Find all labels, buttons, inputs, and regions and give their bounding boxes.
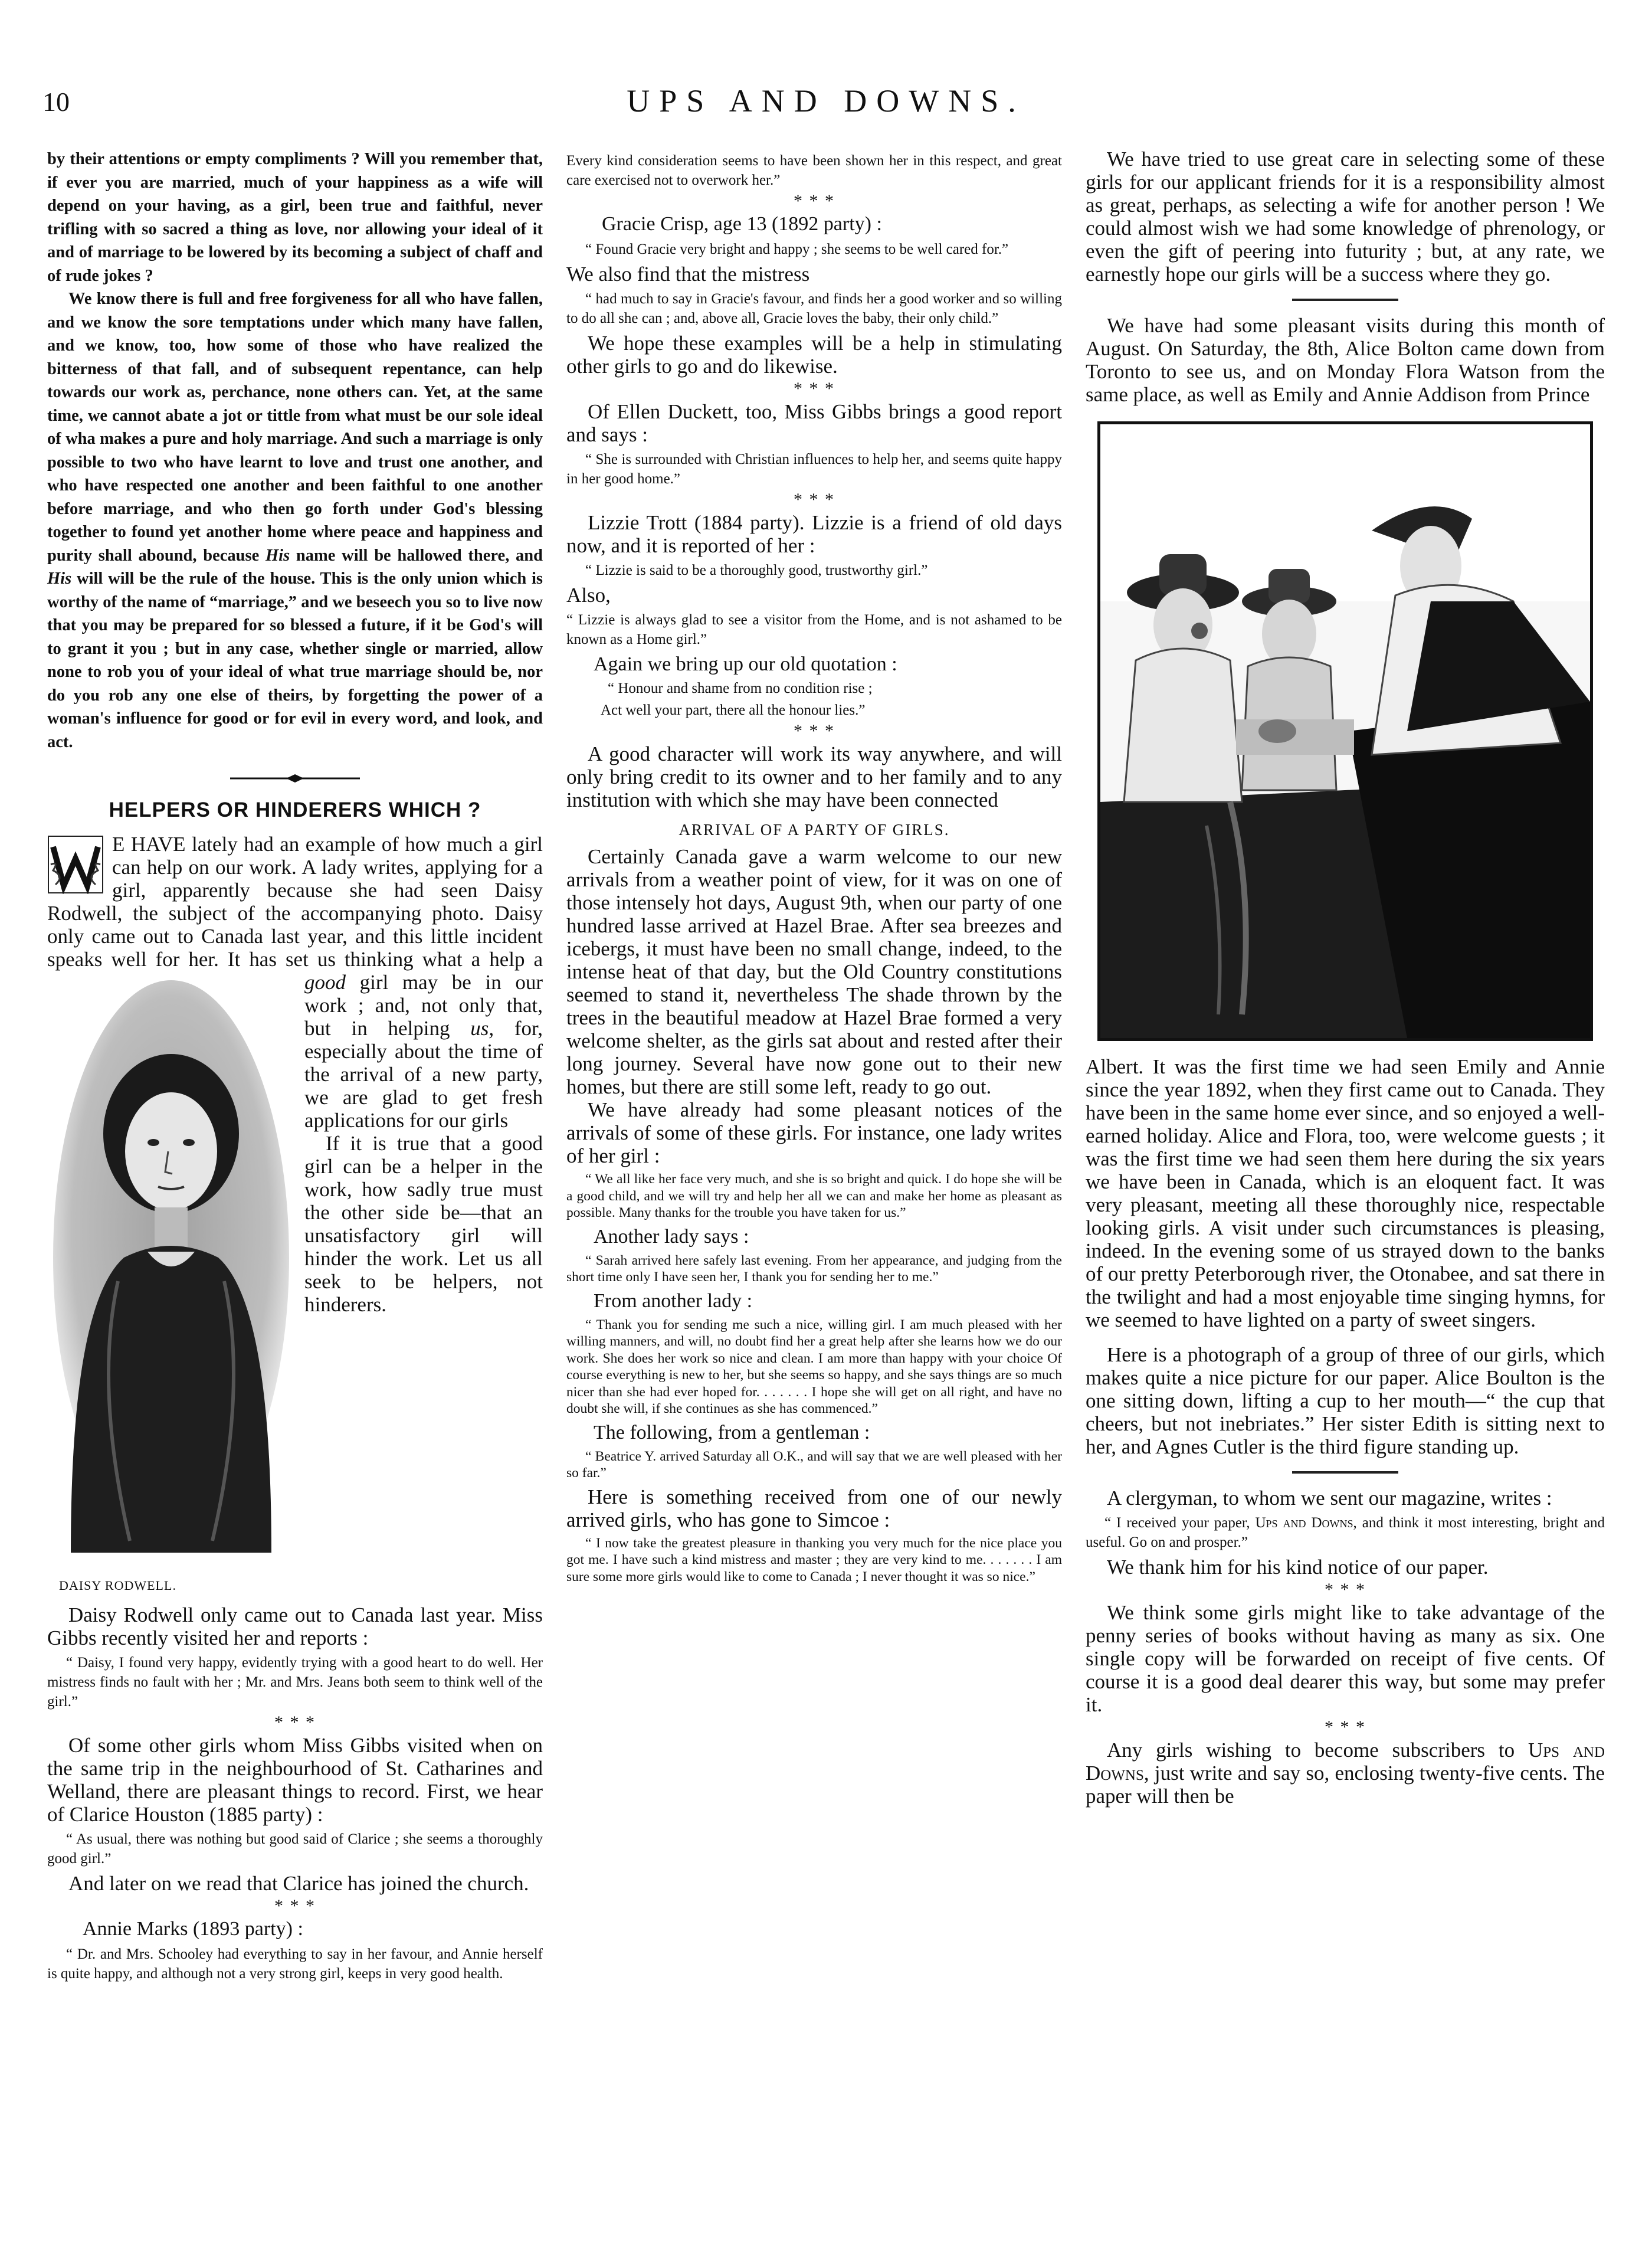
asterism: * * * [274, 1713, 316, 1732]
paragraph: A clergyman, to whom we sent our magazine, writes : [1107, 1487, 1552, 1510]
quotation: “ Thank you for sending me such a nice, willing girl. I am much pleased with her willing manners, and will, no doubt find her a great help after she learns how we do our work. She does her work so nice and clean. I am more than happy with your choice Of course everything is new to her, but she seems so happy, and she says things are so much nicer than she had ever hoped for. . . . . . . I hope she will get on all right, and have no doubt she will, if she continues as she has commenced.” [566, 1317, 1062, 1416]
quotation: Every kind consideration seems to have been shown her in this respect, and great care exercised not to overwork her.” [566, 153, 1062, 188]
paragraph: We thank him for his kind notice of our paper. [1107, 1556, 1489, 1579]
column-middle [566, 148, 1062, 1589]
group-photograph [1097, 421, 1593, 1041]
paragraph: Again we bring up our old quotation : [594, 653, 897, 675]
paragraph: We have already had some pleasant notices of the arrivals of some of these girls. For instance, one lady writes of her girl : [566, 1098, 1062, 1167]
section-heading: HELPERS OR HINDERERS WHICH ? [109, 798, 481, 821]
name-label: Gracie Crisp, age 13 (1892 party) : [602, 213, 882, 235]
paragraph: We think some girls might like to take advantage of the penny series of books without having as many as six. One single copy will be forwarded on receipt of five cents. Of course it is a good deal dearer this way, but some may prefer it. [1086, 1601, 1605, 1716]
name-label: Annie Marks (1893 party) : [83, 1918, 303, 1940]
asterism: * * * [274, 1896, 316, 1916]
quotation: “ She is surrounded with Christian influences to help her, and seems quite happy in her good home.” [566, 451, 1062, 487]
quotation: “ We all like her face very much, and she is so bright and quick. I do hope she will be a good child, and we will try and help her all we can and make her home as pleasant as possible. Many thanks for the trouble you have taken for us.” [566, 1171, 1062, 1220]
paragraph: Also, [566, 584, 611, 607]
portrait-caption: DAISY RODWELL. [59, 1578, 176, 1593]
column-right [1086, 148, 1605, 1808]
page-number: 10 [42, 87, 70, 117]
quotation: “ Lizzie is always glad to see a visitor from the Home, and is not ashamed to be known as a Home girl.” [566, 612, 1062, 647]
quotation: “ had much to say in Gracie's favour, and finds her a good worker and so willing to do all she can ; and, above all, Gracie loves the baby, their only child.” [566, 291, 1062, 326]
paragraph: Here is something received from one of our newly arrived girls, who has gone to Simcoe : [566, 1485, 1062, 1531]
paragraph: Any girls wishing to become subscribers to Ups and Downs, just write and say so, enclosing twenty-five cents. The paper will then be [1086, 1739, 1605, 1808]
quotation: “ I now take the greatest pleasure in thanking you very much for the nice place you got me. I have such a kind mistress and master ; they are very kind to me. . . . . . . I am sure some more girls would like to come to Canada ; I never thought it was so nice.” [566, 1535, 1062, 1585]
asterism: * * * [794, 379, 835, 398]
paragraph: The following, from a gentleman : [594, 1421, 870, 1443]
dropcap-w [47, 835, 104, 894]
asterism: * * * [1325, 1717, 1366, 1737]
quotation: “ Lizzie is said to be a thoroughly good, trustworthy girl.” [585, 562, 928, 578]
ornament-divider [47, 769, 543, 789]
verse-line: “ Honour and shame from no condition rise ; [608, 680, 873, 696]
paragraph: From another lady : [594, 1289, 753, 1312]
paragraph: Of Ellen Duckett, too, Miss Gibbs brings a good report and says : [566, 400, 1062, 446]
helpers-article: E HAVE lately had an example of how much a girl can help on our work. A lady writes, applying for a girl, apparently because she had seen Daisy Rodwell, the subject of the accompanying photo. Daisy only came out to Canada last year, and this little incident speaks well for her. It has set us thinking what a help a good DAISY RODWELL. girl may be in our work ; and, not only that, but in helping us, for, especially about the time of the arrival of a new party, we are glad to get fresh applications for our girls If it is true that a good girl can be a helper in the work, how sadly true must the other side be—that an unsatisfactory girl will hinder the work. Let us all seek to be helpers, not hinderers. Daisy Rodwell only came out to Canada last year. Miss Gibbs recently visited her and reports : [47, 833, 543, 1649]
portrait-daisy-rodwell [47, 974, 295, 1600]
paragraph: And later on we read that Clarice has joined the church. [68, 1872, 529, 1895]
paragraph: Of some other girls whom Miss Gibbs visited when on the same trip in the neighbourhood of St. Catharines and Welland, there are pleasant things to record. First, we hear of Clarice Houston (1885 party) : [47, 1734, 543, 1826]
quotation: “ Sarah arrived here safely last evening. From her appearance, and judging from the short time only I have seen her, I thank you for sending her to me.” [566, 1252, 1062, 1285]
paragraph: Albert. It was the first time we had seen Emily and Annie since the year 1892, when they first came out to Canada. They have been in the same home ever since, and so enjoyed a well-earned holiday. Alice and Flora, too, were welcome guests ; it was the first time we had seen them here during the six years we have been in Canada, which is an eloquent fact. It was very pleasant, meeting all these thoroughly nice, respectable looking girls. A visit under such circumstances is pleasing, indeed. In the evening some of us strayed down to the banks of our pretty Peterborough river, the Otonabee, and sat there in the twilight and had a most enjoyable time singing hymns, for we seemed to have lighted on a party of sweet singers. [1086, 1055, 1605, 1331]
paragraph: by their attentions or empty compliments ? Will you remember that, if ever you are married, much of your happiness as a wife will depend on your having, as a girl, been true and faithful, never trifling with so sacred a thing as love, nor allowing your ideal of it and of marriage to be lowered by its becoming a subject of chaff and of rude jokes ? [47, 150, 543, 285]
quotation: “ Daisy, I found very happy, evidently trying with a good heart to do well. Her mistress finds no fault with her ; Mr. and Mrs. Jeans both seem to think well of the girl.” [47, 1655, 543, 1710]
paragraph: We have had some pleasant visits during this month of August. On Saturday, the 8th, Alice Bolton came down from Toronto to see us, and on Monday Flora Watson from the same place, as well as Emily and Annie Addison from Prince [1086, 314, 1605, 406]
asterism: * * * [794, 191, 835, 211]
paragraph: Daisy Rodwell only came out to Canada last year. Miss Gibbs recently visited her and reports : [47, 1603, 543, 1649]
paragraph: We have tried to use great care in selecting some of these girls for our applicant friends for it is a responsibility almost as great, perhaps, as selecting a wife for another person ! We could almost wish we had some knowledge of phrenology, or even the gift of peering into futurity ; but, at any rate, we earnestly hope our girls will be a success where they go. [1086, 148, 1605, 286]
paragraph: If it is true that a good girl can be a helper in the work, how sadly true must the other side be—that an unsatisfactory girl will hinder the work. Let us all seek to be helpers, not hinderers. [304, 1132, 543, 1316]
paragraph: We also find that the mistress [566, 263, 810, 286]
quotation: “ Found Gracie very bright and happy ; she seems to be well cared for.” [585, 241, 1009, 257]
quotation: “ As usual, there was nothing but good said of Clarice ; she seems a thoroughly good girl.” [47, 1831, 543, 1867]
quotation: “ I received your paper, Ups and Downs, and think it most interesting, bright and useful. Go on and prosper.” [1086, 1515, 1605, 1550]
paragraph: Another lady says : [594, 1225, 749, 1248]
asterism: * * * [794, 490, 835, 509]
divider [1292, 1471, 1398, 1474]
quotation: “ Beatrice Y. arrived Saturday all O.K., and will say that we are well pleased with her so far.” [566, 1448, 1062, 1481]
column-left [47, 148, 543, 1987]
paragraph: We hope these examples will be a help in stimulating other girls to go and do likewise. [566, 332, 1062, 378]
divider [1292, 299, 1398, 301]
paragraph: Certainly Canada gave a warm welcome to our new arrivals from a weather point of view, for it was on one of those intensely hot days, August 9th, when our party of one hundred lasse arrived at Hazel Brae. After sea breezes and icebergs, it must have been no small change, indeed, to the intense heat of that day, but the Old Country constitutions seemed to stand it, nevertheless The shade thrown by the trees in the beautiful meadow at Hazel Brae formed a very welcome shelter, as the girls sat about and rested after their long journey. Several have now gone out to their new homes, but there are still some left, ready to go out. [566, 845, 1062, 1098]
section-heading: ARRIVAL OF A PARTY OF GIRLS. [678, 821, 950, 839]
paragraph: A good character will work its way anywhere, and will only bring credit to its owner and to her family and to any institution with which she may have been connected [566, 742, 1062, 811]
paragraph: Here is a photograph of a group of three of our girls, which makes quite a nice picture for our paper. Alice Boulton is the one sitting down, lifting a cup to her mouth—“ the cup that cheers, but not inebriates.” Her sister Edith is sitting next to her, and Agnes Cutler is the third figure standing up. [1086, 1343, 1605, 1458]
paragraph: Lizzie Trott (1884 party). Lizzie is a friend of old days now, and it is reported of her : [566, 511, 1062, 557]
quotation: “ Dr. and Mrs. Schooley had everything to say in her favour, and Annie herself is quite happy, and although not a very strong girl, keeps in very good health. [47, 1946, 543, 1982]
asterism: * * * [1325, 1580, 1366, 1599]
asterism: * * * [794, 721, 835, 741]
paragraph: We know there is full and free forgiveness for all who have fallen, and we know the sore temptations under which many have fallen, and we know, too, how some of those who have realized the bitterness of that fall, and of subsequent repentance, can help towards our work as, perchance, none others can. Yet, at the same time, we cannot abate a jot or tittle from what must be our sole ideal of wha makes a pure and holy marriage. And such a marriage is only possible to two who have learnt to love and trust one another, and who have respected one another and been faithful to one another before marriage, and who then go forth under God's blessing together to found yet another home where peace and happiness and purity shall abound, because His name will be hallowed there, and His will will be the rule of the house. This is the only union which is worthy of the name of “marriage,” and we beseech you so to live now that you may be prepared for so blessed a future, if it be God's will to grant it you ; but in any case, whether single or married, allow none to rob you of your ideal of what true marriage should be, nor do you rob any one else of theirs, by forgetting the power of a woman's influence for good or for evil in every word, and look, and act. [47, 290, 543, 751]
verse-line: Act well your part, there all the honour lies.” [601, 702, 866, 718]
running-title: UPS AND DOWNS. [627, 83, 1025, 119]
